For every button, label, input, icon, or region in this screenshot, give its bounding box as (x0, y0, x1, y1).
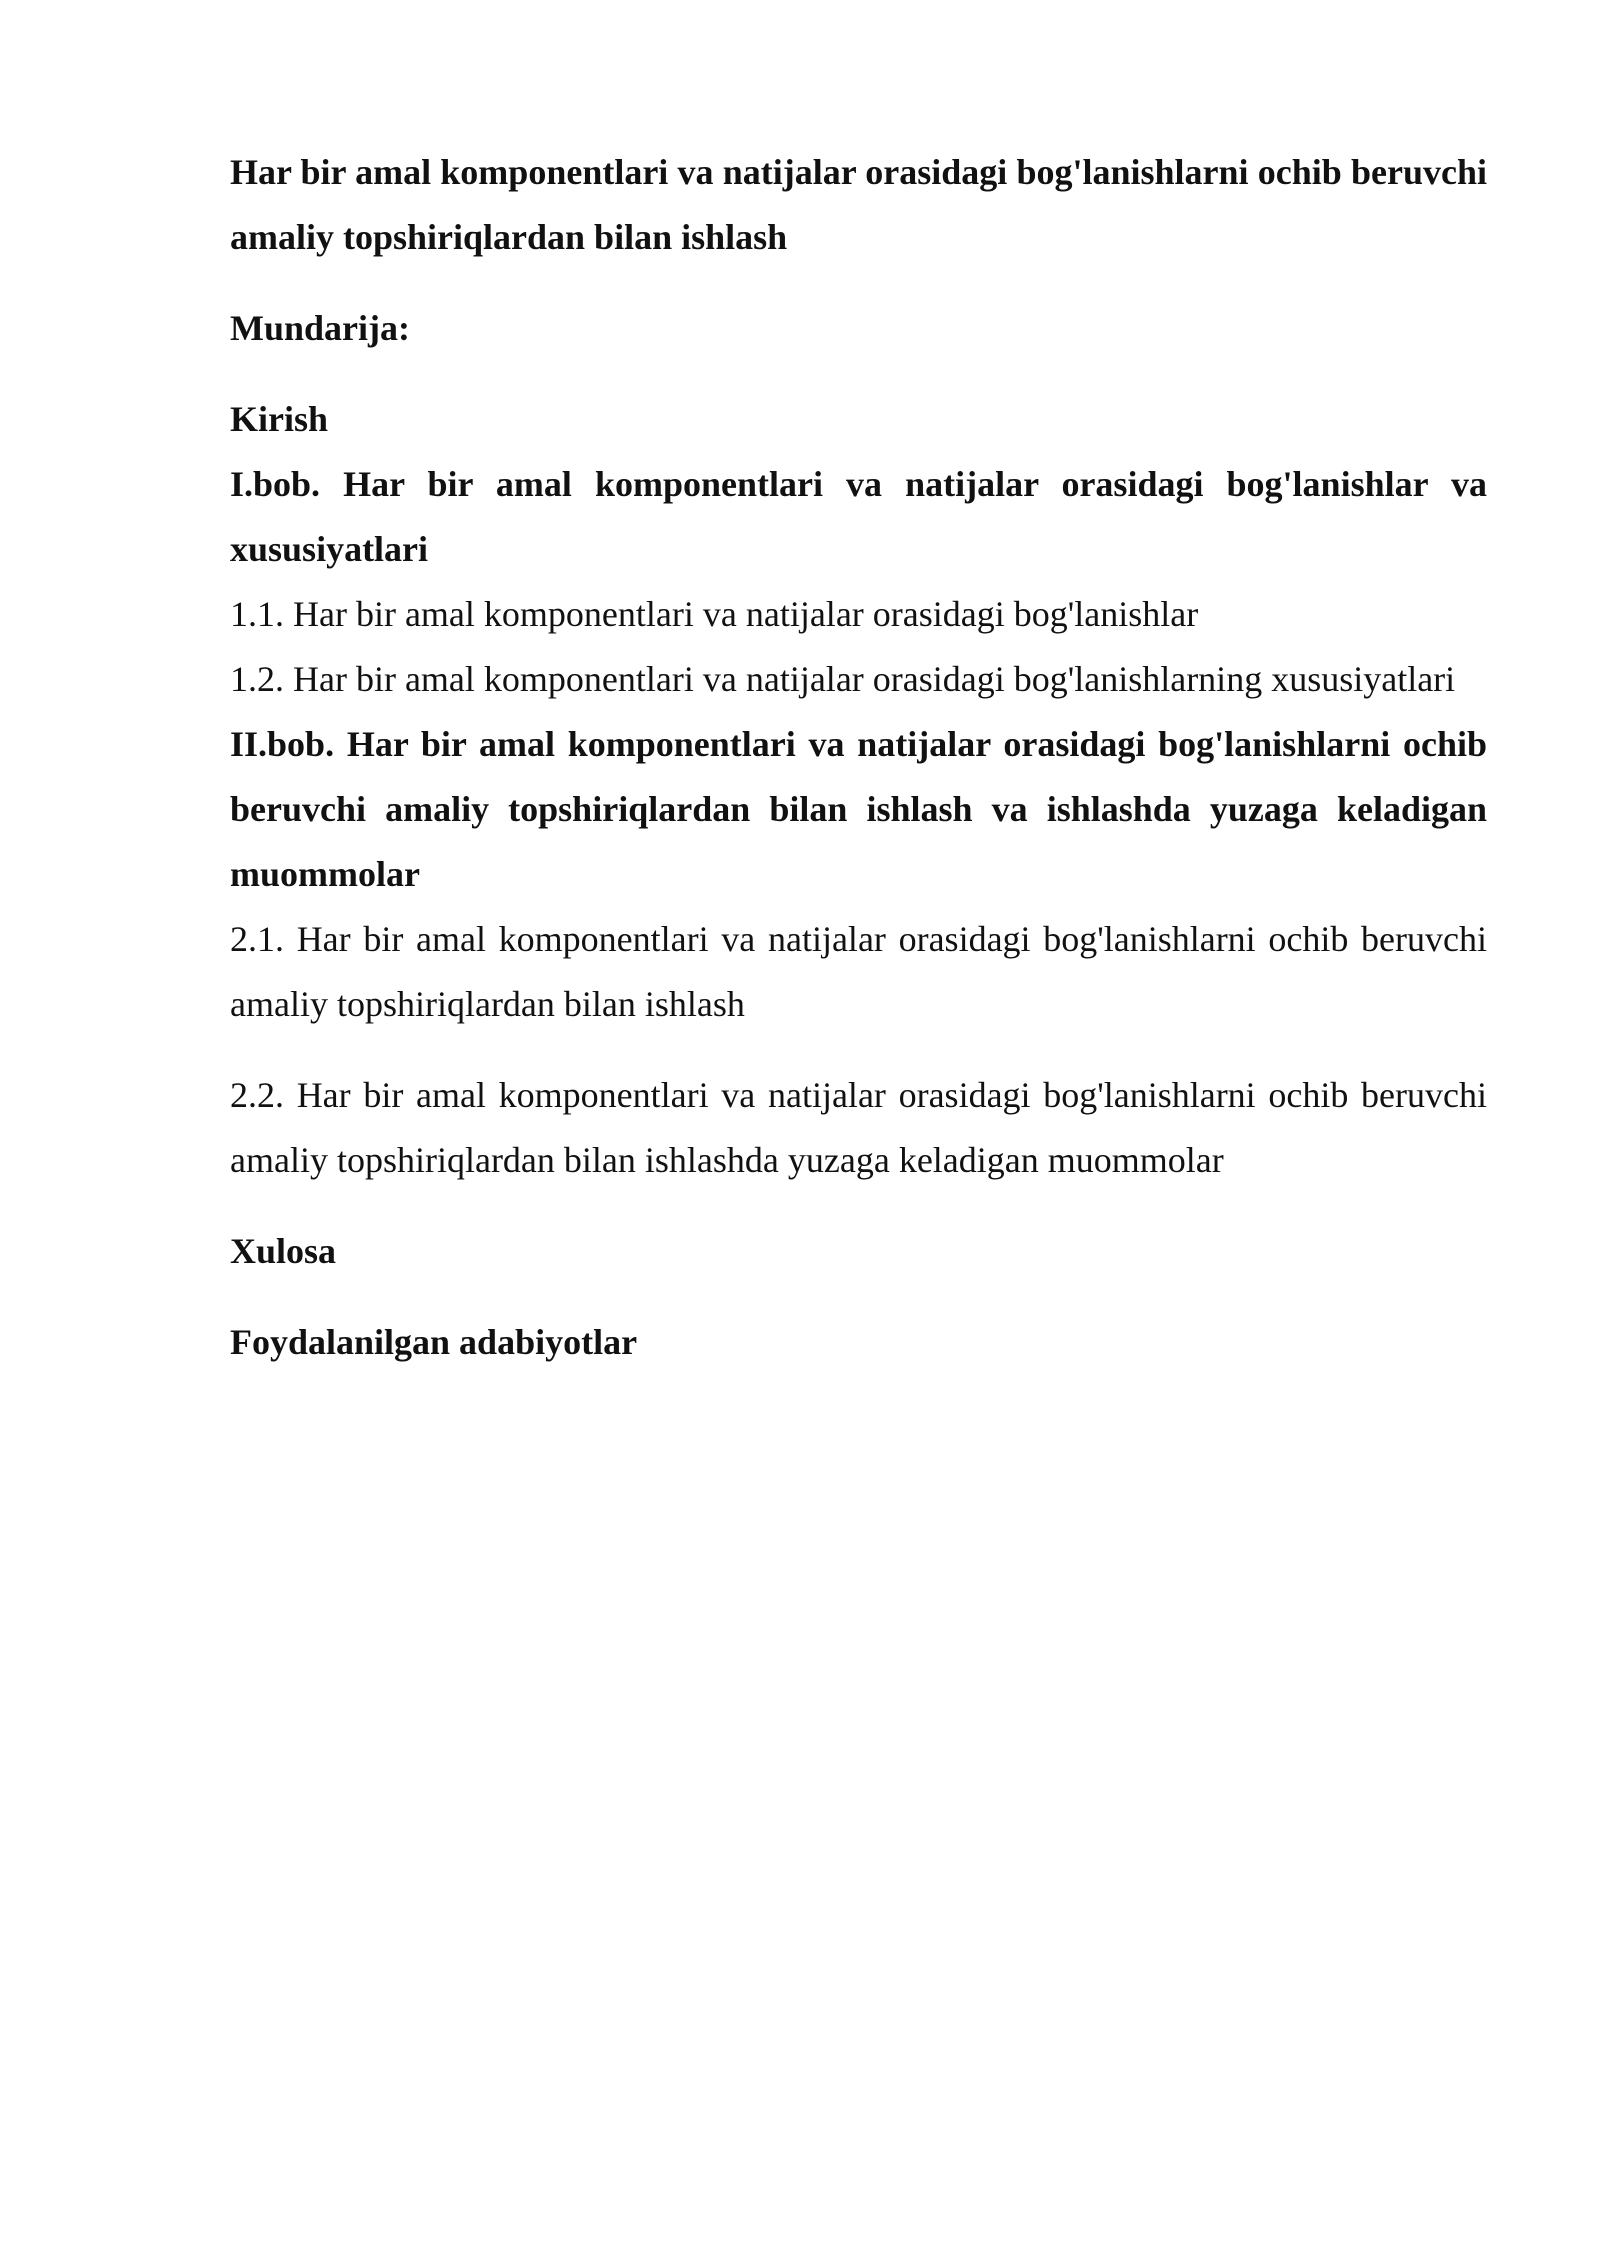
toc-references: Foydalanilgan adabiyotlar (230, 1322, 638, 1362)
toc-chapter-2: II.bob. Har bir amal komponentlari va natijalar orasidagi bog'lanishlarni ochib beruvchi amaliy topshiriqlardan bilan ishlash va ishlashda yuzaga keladigan muommolar (230, 724, 1487, 894)
toc-section-2-1: 2.1. Har bir amal komponentlari va natijalar orasidagi bog'lanishlarni ochib beruvchi amaliy topshiriqlardan bilan ishlash (230, 919, 1487, 1024)
toc-section-1-1: 1.1. Har bir amal komponentlari va natijalar orasidagi bog'lanishlar (230, 594, 1199, 634)
toc-chapter-1: I.bob. Har bir amal komponentlari va natijalar orasidagi bog'lanishlar va xususiyatlari (230, 464, 1487, 569)
toc-conclusion: Xulosa (230, 1231, 337, 1271)
document-title: Har bir amal komponentlari va natijalar orasidagi bog'lanishlarni ochib beruvchi amaliy topshiriqlardan bilan ishlash (230, 152, 1487, 257)
contents-heading: Mundarija: (230, 308, 410, 348)
toc-intro: Kirish (230, 399, 329, 439)
toc-section-1-2: 1.2. Har bir amal komponentlari va natijalar orasidagi bog'lanishlarning xususiyatlari (230, 659, 1456, 699)
toc-section-2-2: 2.2. Har bir amal komponentlari va natijalar orasidagi bog'lanishlarni ochib beruvchi amaliy topshiriqlardan bilan ishlashda yuzaga keladigan muommolar (230, 1075, 1487, 1180)
document-page (230, 140, 1487, 1375)
